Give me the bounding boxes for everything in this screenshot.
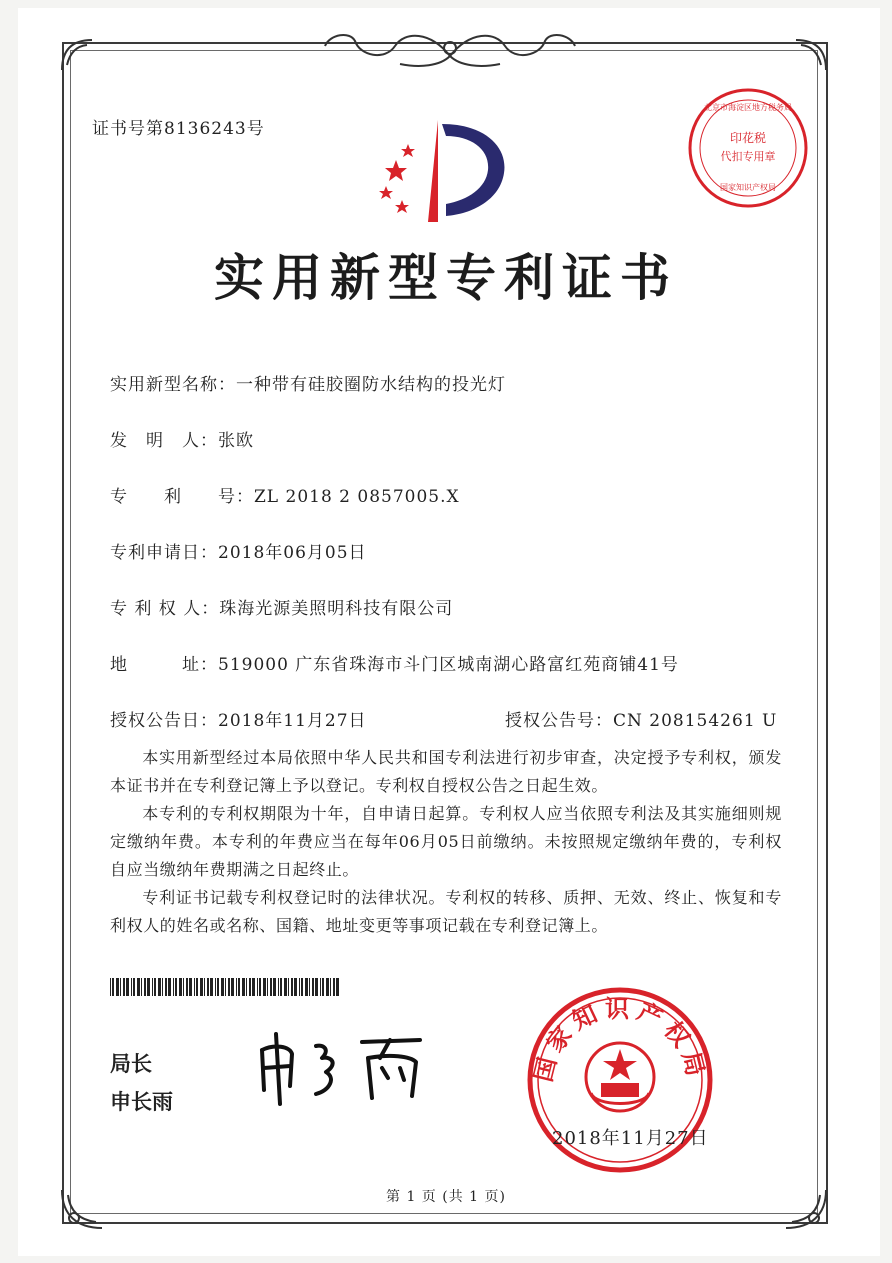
barcode-bar — [183, 978, 184, 996]
barcode-bar — [299, 978, 300, 996]
barcode-bar — [210, 978, 213, 996]
barcode-bar — [131, 978, 132, 996]
barcode-bar — [263, 978, 266, 996]
field-label: 授权公告日： — [110, 711, 218, 731]
barcode-bar — [225, 978, 226, 996]
field-value: 519000 广东省珠海市斗门区城南湖心路富红苑商铺41号 — [218, 655, 679, 675]
barcode-bar — [110, 978, 111, 996]
barcode-bar — [280, 978, 282, 996]
field-address — [110, 650, 679, 675]
barcode-bar — [194, 978, 195, 996]
field-label: 授权公告号： — [505, 711, 613, 731]
field-label: 专利申请日： — [110, 543, 218, 563]
svg-text:北京市海淀区地方税务局: 北京市海淀区地方税务局 — [704, 103, 792, 112]
barcode-bar — [231, 978, 234, 996]
barcode-bar — [273, 978, 276, 996]
certificate-number: 证书号第8136243号 — [92, 119, 265, 139]
barcode-bar — [126, 978, 129, 996]
field-patentee — [110, 594, 453, 619]
field-value: 2018年11月27日 — [218, 711, 367, 731]
field-label: 专 利 权 人： — [110, 599, 220, 619]
barcode-bar — [291, 978, 293, 996]
barcode-bar — [196, 978, 198, 996]
field-grant-number — [505, 706, 777, 731]
corner-ornament-tr — [786, 30, 836, 80]
paragraph-term-statement — [110, 800, 782, 884]
patent-office-logo — [376, 118, 516, 228]
svg-text:印花税: 印花税 — [729, 131, 767, 145]
barcode — [110, 978, 340, 996]
field-patent-number — [110, 482, 460, 507]
barcode-bar — [284, 978, 287, 996]
barcode-bar — [147, 978, 150, 996]
barcode-bar — [168, 978, 171, 996]
field-value: 张欧 — [218, 431, 254, 451]
barcode-bar — [162, 978, 163, 996]
certificate-title: 实用新型专利证书 — [214, 249, 678, 307]
paragraph-grant-statement — [110, 744, 782, 800]
barcode-bar — [322, 978, 324, 996]
paragraph-text: 本专利的专利权期限为十年，自申请日起算。专利权人应当依照专利法及其实施细则规定缴纳年费。本专利的年费应当在每年06月05日前缴纳。未按照规定缴纳年费的，专利权自应当缴纳年费期满之日起终止。 — [110, 804, 782, 879]
barcode-bar — [221, 978, 224, 996]
barcode-bar — [152, 978, 153, 996]
barcode-bar — [141, 978, 142, 996]
director-signature — [250, 1028, 450, 1108]
barcode-bar — [179, 978, 182, 996]
barcode-bar — [228, 978, 230, 996]
page-footer: 第 1 页 (共 1 页) — [386, 1189, 506, 1205]
barcode-bar — [249, 978, 251, 996]
barcode-bar — [175, 978, 177, 996]
paragraph-text: 专利证书记载专利权登记时的法律状况。专利权的转移、质押、无效、终止、恢复和专利权人的姓名或名称、国籍、地址变更等事项记载在专利登记簿上。 — [110, 888, 782, 935]
svg-text:国家知识产权局: 国家知识产权局 — [720, 183, 776, 192]
barcode-bar — [186, 978, 188, 996]
barcode-bar — [242, 978, 245, 996]
barcode-bar — [207, 978, 209, 996]
barcode-bar — [154, 978, 156, 996]
field-grant-date — [110, 706, 367, 731]
barcode-bar — [315, 978, 318, 996]
barcode-bar — [165, 978, 167, 996]
barcode-bar — [120, 978, 121, 996]
barcode-bar — [278, 978, 279, 996]
field-label: 地 址： — [110, 655, 218, 675]
barcode-bar — [217, 978, 219, 996]
svg-text:国家知识产权局: 国家知识产权局 — [529, 995, 711, 1085]
barcode-bar — [294, 978, 297, 996]
barcode-bar — [305, 978, 308, 996]
barcode-bar — [133, 978, 135, 996]
field-filing-date — [110, 538, 367, 563]
barcode-bar — [309, 978, 310, 996]
field-label: 发 明 人： — [110, 431, 218, 451]
field-value: 2018年06月05日 — [218, 543, 367, 563]
barcode-bar — [204, 978, 205, 996]
barcode-bar — [189, 978, 192, 996]
top-ornament — [300, 26, 600, 76]
barcode-bar — [312, 978, 314, 996]
field-label: 实用新型名称： — [110, 375, 236, 395]
director-name: 申长雨 — [110, 1090, 173, 1114]
barcode-bar — [123, 978, 125, 996]
barcode-bar — [301, 978, 303, 996]
barcode-bar — [267, 978, 268, 996]
seal-date: 2018年11月27日 — [552, 1128, 709, 1149]
barcode-bar — [326, 978, 329, 996]
barcode-bar — [246, 978, 247, 996]
barcode-bar — [336, 978, 339, 996]
barcode-bar — [288, 978, 289, 996]
field-value: 珠海光源美照明科技有限公司 — [219, 599, 454, 619]
field-value: ZL 2018 2 0857005.X — [254, 487, 460, 507]
field-utility-model-name — [110, 370, 506, 395]
field-label: 专 利 号： — [110, 487, 254, 507]
barcode-bar — [270, 978, 272, 996]
paragraph-text: 本实用新型经过本局依照中华人民共和国专利法进行初步审查，决定授予专利权，颁发本证书并在专利登记簿上予以登记。专利权自授权公告之日起生效。 — [110, 748, 782, 795]
barcode-bar — [252, 978, 255, 996]
barcode-bar — [173, 978, 174, 996]
field-inventor — [110, 426, 254, 451]
barcode-bar — [112, 978, 114, 996]
svg-text:代扣专用章: 代扣专用章 — [720, 150, 776, 163]
field-value: CN 208154261 U — [613, 711, 778, 731]
barcode-bar — [320, 978, 321, 996]
barcode-bar — [144, 978, 146, 996]
barcode-bar — [259, 978, 261, 996]
director-title: 局长 — [110, 1052, 152, 1076]
barcode-bar — [238, 978, 240, 996]
corner-ornament-tl — [52, 30, 102, 80]
tax-stamp — [686, 86, 810, 210]
barcode-bar — [236, 978, 237, 996]
barcode-bar — [330, 978, 331, 996]
barcode-bar — [116, 978, 119, 996]
barcode-bar — [137, 978, 140, 996]
barcode-bar — [158, 978, 161, 996]
barcode-bar — [257, 978, 258, 996]
barcode-bar — [333, 978, 335, 996]
barcode-bar — [215, 978, 216, 996]
paragraph-legal-status — [110, 884, 782, 940]
barcode-bar — [200, 978, 203, 996]
field-value: 一种带有硅胶圈防水结构的投光灯 — [236, 375, 506, 395]
